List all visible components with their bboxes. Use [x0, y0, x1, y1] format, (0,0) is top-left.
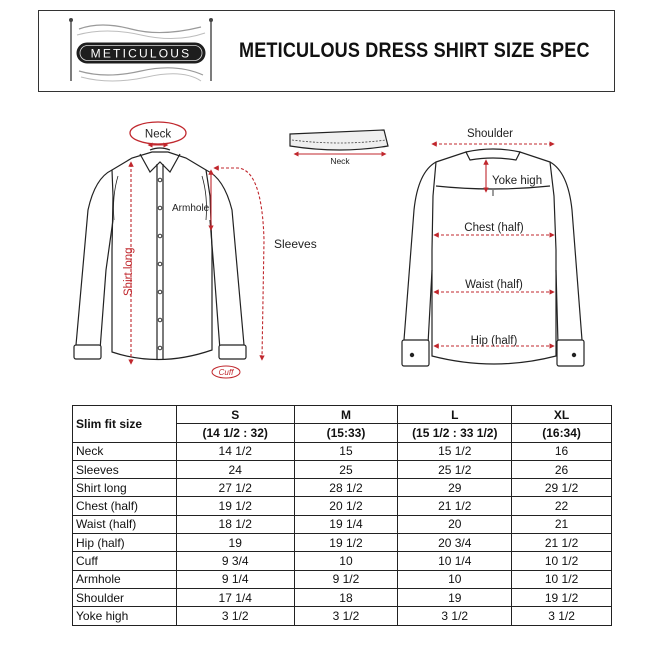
measurement-label: Hip (half) [73, 534, 177, 552]
measurement-value: 14 1/2 [176, 442, 294, 460]
measurement-value: 18 1/2 [176, 515, 294, 533]
measurement-value: 3 1/2 [176, 607, 294, 625]
table-row [73, 534, 612, 552]
measurement-label: Armhole [73, 570, 177, 588]
cuff-label: Cuff [218, 368, 234, 377]
page-title: METICULOUS DRESS SHIRT SIZE SPEC [239, 39, 590, 62]
size-spec: (15 1/2 : 33 1/2) [398, 424, 512, 442]
measurement-value: 10 1/2 [512, 570, 612, 588]
waist-label: Waist (half) [465, 279, 523, 291]
measurement-value: 21 1/2 [512, 534, 612, 552]
table-row [73, 515, 612, 533]
yoke-high-label: Yoke high [492, 175, 543, 187]
measurement-value: 20 3/4 [398, 534, 512, 552]
table-row [73, 460, 612, 478]
measurement-value: 10 [398, 570, 512, 588]
measurement-value: 10 1/4 [398, 552, 512, 570]
table-row [73, 607, 612, 625]
measurement-value: 9 3/4 [176, 552, 294, 570]
measurement-value: 27 1/2 [176, 479, 294, 497]
size-name: S [176, 406, 294, 424]
size-spec: (14 1/2 : 32) [176, 424, 294, 442]
table-header-row-sizes [73, 406, 612, 424]
measurement-value: 20 1/2 [294, 497, 398, 515]
corner-label: Slim fit size [73, 406, 177, 443]
measurement-value: 3 1/2 [512, 607, 612, 625]
measurement-value: 3 1/2 [398, 607, 512, 625]
hip-label: Hip (half) [470, 335, 518, 347]
measurement-label: Waist (half) [73, 515, 177, 533]
measurement-value: 17 1/4 [176, 588, 294, 606]
size-spec: (16:34) [512, 424, 612, 442]
table-row [73, 570, 612, 588]
brand-logo [61, 15, 221, 87]
size-name: M [294, 406, 398, 424]
measurement-value: 26 [512, 460, 612, 478]
size-spec: (15:33) [294, 424, 398, 442]
table-row [73, 442, 612, 460]
measurement-value: 25 1/2 [398, 460, 512, 478]
measurement-value: 3 1/2 [294, 607, 398, 625]
measurement-label: Cuff [73, 552, 177, 570]
measurement-value: 9 1/4 [176, 570, 294, 588]
measurement-value: 18 [294, 588, 398, 606]
measurement-value: 21 [512, 515, 612, 533]
measurement-label: Chest (half) [73, 497, 177, 515]
measurement-value: 10 [294, 552, 398, 570]
measurement-value: 29 1/2 [512, 479, 612, 497]
measurement-value: 15 [294, 442, 398, 460]
chest-label: Chest (half) [464, 222, 524, 234]
brand-name: METICULOUS [90, 46, 192, 61]
measurement-value: 25 [294, 460, 398, 478]
measurement-label: Shirt long [73, 479, 177, 497]
measurement-value: 24 [176, 460, 294, 478]
measurement-value: 20 [398, 515, 512, 533]
table-row [73, 479, 612, 497]
measurement-value: 19 [176, 534, 294, 552]
measurement-label: Yoke high [73, 607, 177, 625]
measurement-value: 22 [512, 497, 612, 515]
table-row [73, 552, 612, 570]
measurement-value: 28 1/2 [294, 479, 398, 497]
measurement-value: 21 1/2 [398, 497, 512, 515]
collar-neck-label: Neck [330, 156, 350, 166]
armhole-label: Armhole [172, 203, 210, 214]
measurement-value: 29 [398, 479, 512, 497]
measurement-value: 16 [512, 442, 612, 460]
measurement-value: 9 1/2 [294, 570, 398, 588]
neck-label: Neck [144, 128, 172, 141]
sleeves-label: Sleeves [274, 237, 317, 251]
table-row [73, 588, 612, 606]
size-name: XL [512, 406, 612, 424]
measurement-label: Neck [73, 442, 177, 460]
collar-drawing [290, 130, 388, 166]
header-banner [38, 10, 615, 92]
table-row [73, 497, 612, 515]
measurement-value: 19 [398, 588, 512, 606]
shoulder-label: Shoulder [466, 128, 514, 140]
shirt-measurement-diagram [0, 100, 655, 395]
measurement-label: Shoulder [73, 588, 177, 606]
measurement-value: 19 1/2 [512, 588, 612, 606]
size-name: L [398, 406, 512, 424]
size-spec-table [72, 405, 612, 626]
measurement-value: 10 1/2 [512, 552, 612, 570]
measurement-value: 19 1/2 [176, 497, 294, 515]
measurement-value: 15 1/2 [398, 442, 512, 460]
shirt-long-label: Shirt long [123, 247, 135, 296]
measurement-label: Sleeves [73, 460, 177, 478]
measurement-value: 19 1/4 [294, 515, 398, 533]
measurement-value: 19 1/2 [294, 534, 398, 552]
